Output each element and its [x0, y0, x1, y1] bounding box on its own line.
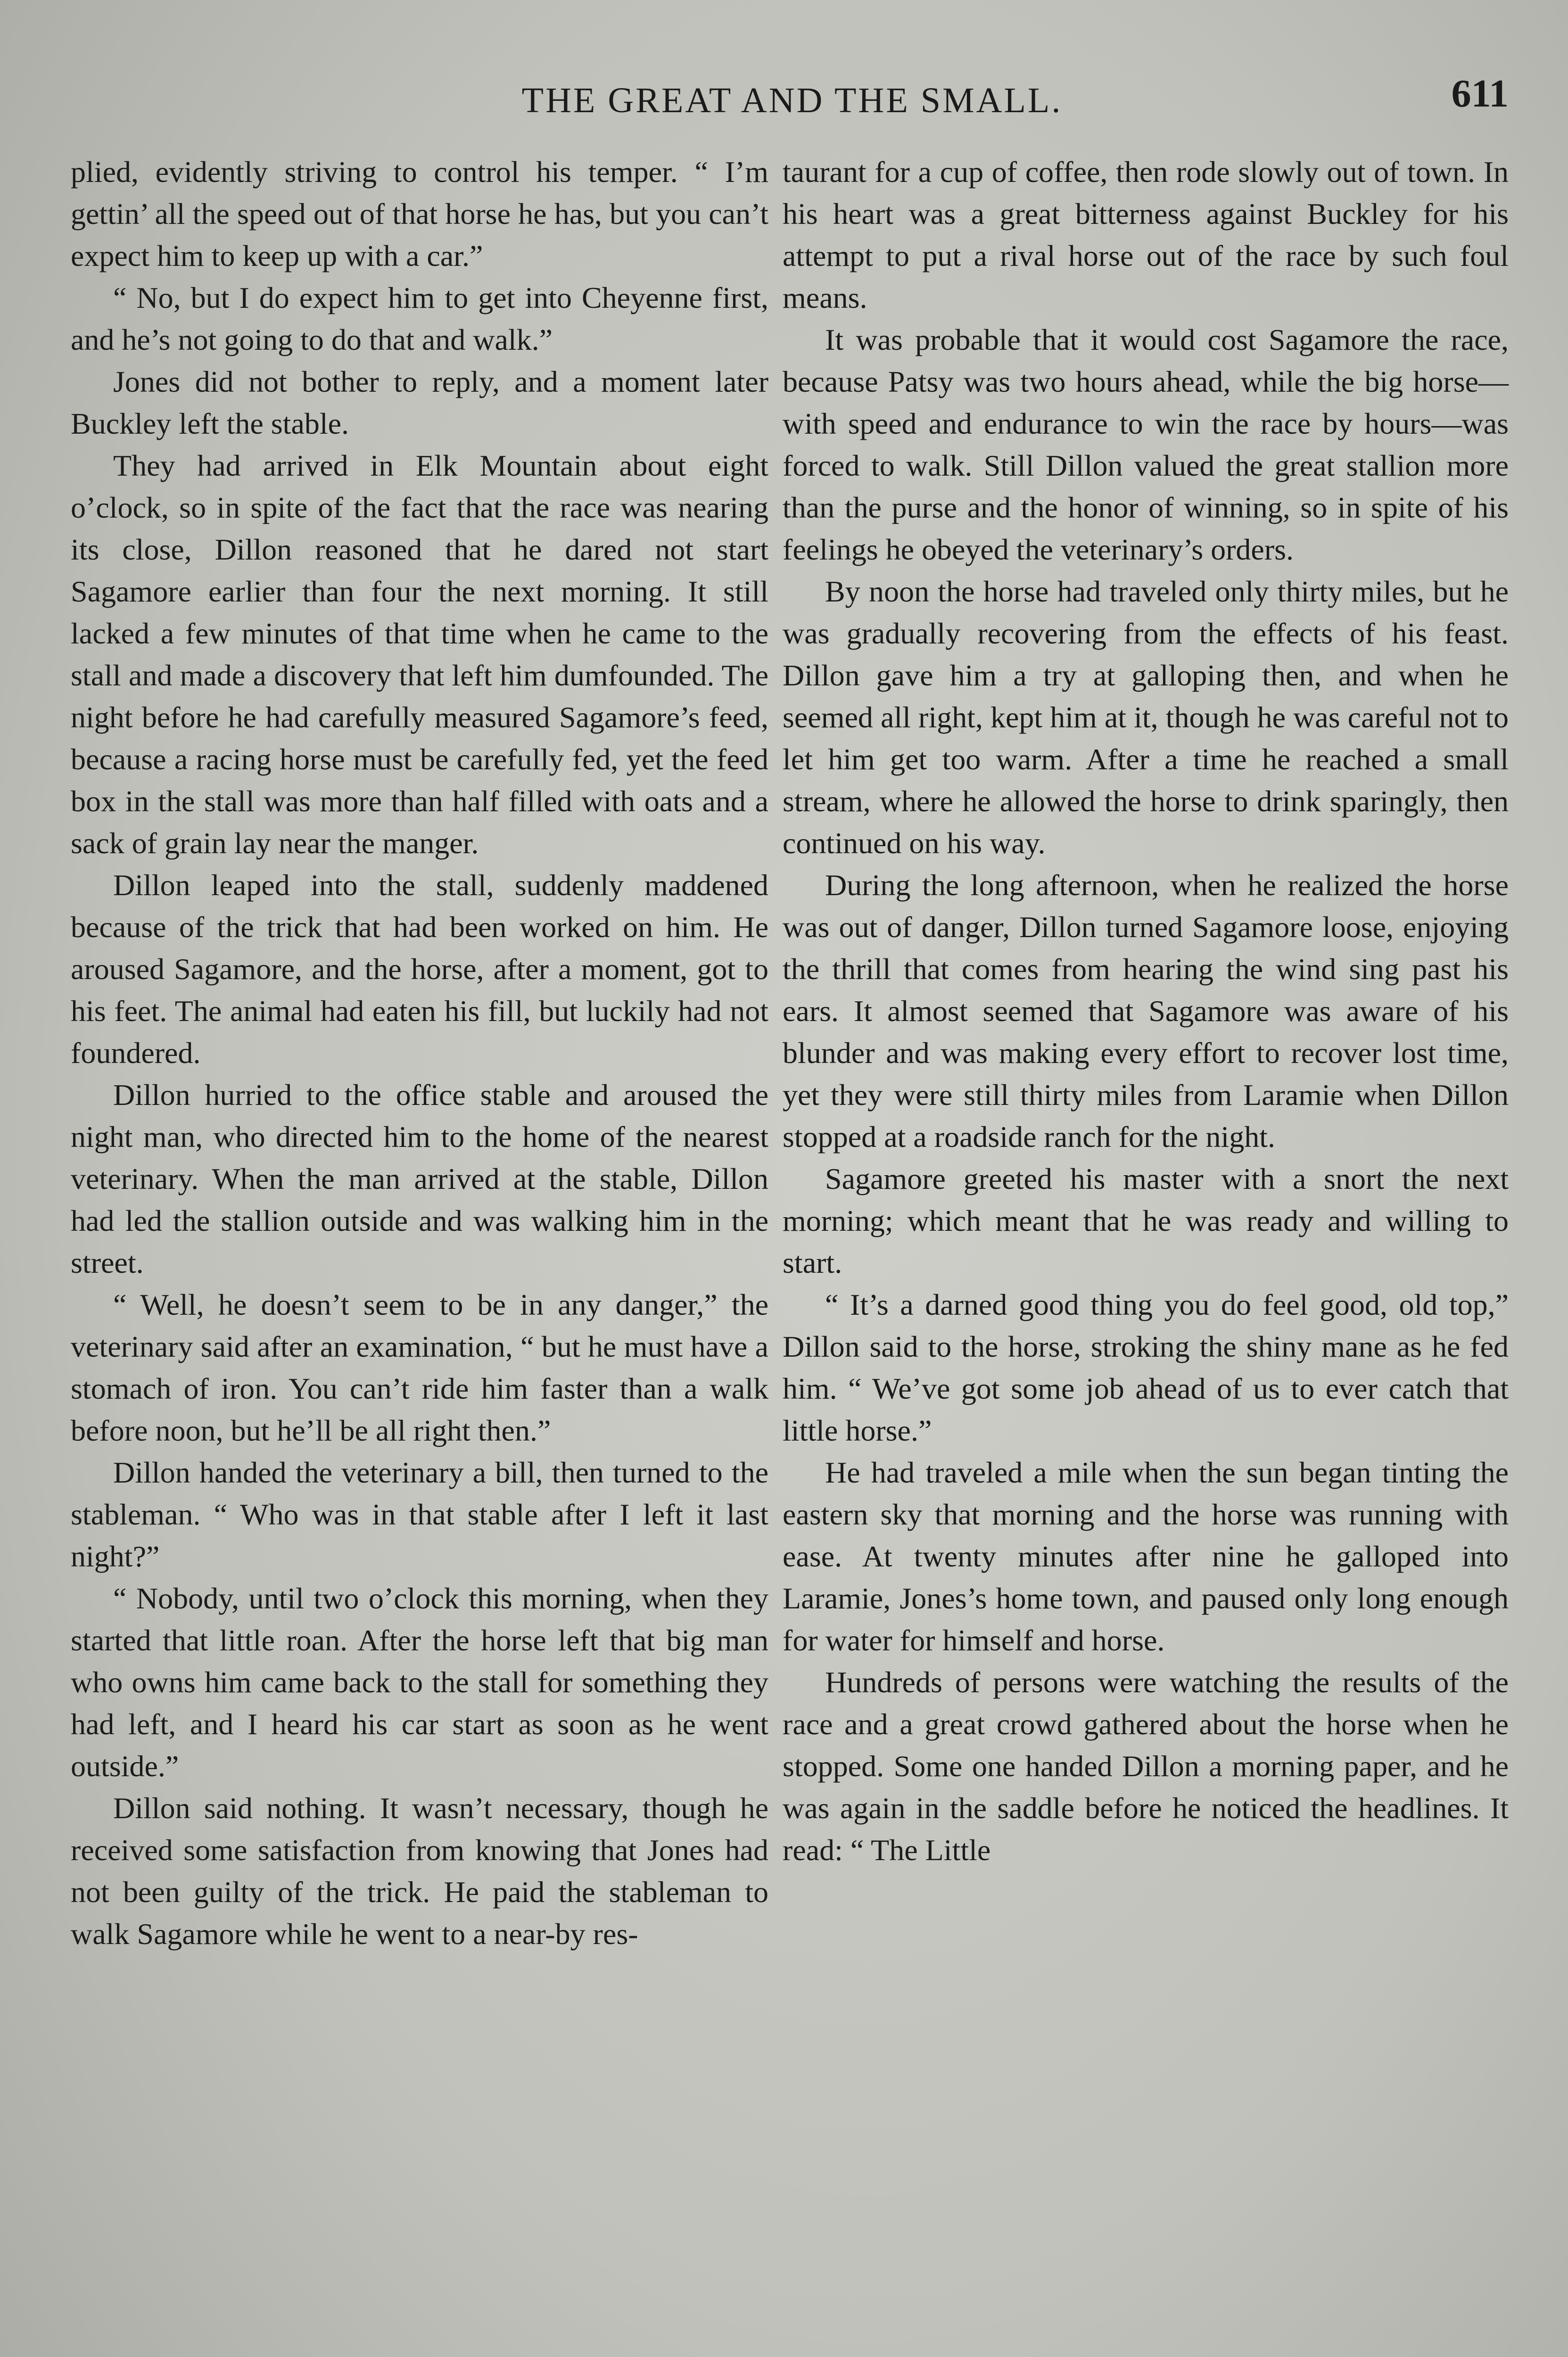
paragraph: He had traveled a mile when the sun began tinting the eastern sky that morning and the horse was running with ease. At twenty minutes after nine he galloped into Laramie, Jones’s home town, and paused only long enough for water for himself and horse.: [783, 1456, 1509, 1657]
running-title: THE GREAT AND THE SMALL.: [521, 81, 1063, 120]
paragraph: They had arrived in Elk Mountain about eight o’clock, so in spite of the fact that the race was nearing its close, Dillon reasoned that he dared not start Sagamore earlier than four the next morning. It still lacked a few minutes of that time when he came to the stall and made a discovery that left him dumfounded. The night before he had carefully measured Sagamore’s feed, because a racing horse must be carefully fed, yet the feed box in the stall was more than half filled with oats and a sack of grain lay near the manger.: [71, 449, 768, 860]
running-header: [75, 71, 1509, 127]
page-number: 611: [1451, 72, 1509, 115]
right-column: [783, 151, 1509, 1871]
paragraph: Dillon leaped into the stall, suddenly maddened because of the trick that had been worked on him. He aroused Sagamore, and the horse, after a moment, got to his feet. The animal had eaten his fill, but luckily had not foundered.: [71, 868, 768, 1070]
paragraph: “ No, but I do expect him to get into Cheyenne first, and he’s not going to do that and walk.”: [71, 281, 768, 356]
paragraph: Dillon handed the veterinary a bill, then turned to the stableman. “ Who was in that stable after I left it last night?”: [71, 1456, 768, 1573]
paragraph: “ Nobody, until two o’clock this morning, when they started that little roan. After the horse left that big man who owns him came back to the stall for something they had left, and I heard his car start as soon as he went outside.”: [71, 1582, 768, 1783]
paragraph: Jones did not bother to reply, and a moment later Buckley left the stable.: [71, 365, 768, 440]
paragraph: Dillon said nothing. It wasn’t necessary, though he received some satisfaction from knowing that Jones had not been guilty of the trick. He paid the stableman to walk Sagamore while he went to a near-by res-: [71, 1791, 768, 1951]
paragraph: During the long afternoon, when he realized the horse was out of danger, Dillon turned Sagamore loose, enjoying the thrill that comes from hearing the wind sing past his ears. It almost seemed that Sagamore was aware of his blunder and was making every effort to recover lost time, yet they were still thirty miles from Laramie when Dillon stopped at a roadside ranch for the night.: [783, 868, 1509, 1154]
paragraph: taurant for a cup of coffee, then rode slowly out of town. In his heart was a great bitterness against Buckley for his attempt to put a rival horse out of the race by such foul means.: [783, 155, 1509, 314]
left-column: [71, 151, 768, 1955]
paragraph: Dillon hurried to the office stable and aroused the night man, who directed him to the home of the nearest veterinary. When the man arrived at the stable, Dillon had led the stallion outside and was walking him in the street.: [71, 1078, 768, 1279]
paragraph: “ It’s a darned good thing you do feel good, old top,” Dillon said to the horse, stroking the shiny mane as he fed him. “ We’ve got some job ahead of us to ever catch that little horse.”: [783, 1288, 1509, 1447]
paragraph: plied, evidently striving to control his temper. “ I’m gettin’ all the speed out of that horse he has, but you can’t expect him to keep up with a car.”: [71, 155, 768, 272]
paragraph: Hundreds of persons were watching the results of the race and a great crowd gathered about the horse when he stopped. Some one handed Dillon a morning paper, and he was again in the saddle before he noticed the headlines. It read: “ The Little: [783, 1665, 1509, 1867]
paragraph: By noon the horse had traveled only thirty miles, but he was gradually recovering from the effects of his feast. Dillon gave him a try at galloping then, and when he seemed all right, kept him at it, though he was careful not to let him get too warm. After a time he reached a small stream, where he allowed the horse to drink sparingly, then continued on his way.: [783, 575, 1509, 860]
paragraph: It was probable that it would cost Sagamore the race, because Patsy was two hours ahead, while the big horse—with speed and endurance to win the race by hours—was forced to walk. Still Dillon valued the great stallion more than the purse and the honor of winning, so in spite of his feelings he obeyed the veterinary’s orders.: [783, 323, 1509, 566]
paragraph: “ Well, he doesn’t seem to be in any danger,” the veterinary said after an examination, “ but he must have a stomach of iron. You can’t ride him faster than a walk before noon, but he’ll be all right then.”: [71, 1288, 768, 1447]
paragraph: Sagamore greeted his master with a snort the next morning; which meant that he was ready and willing to start.: [783, 1162, 1509, 1279]
